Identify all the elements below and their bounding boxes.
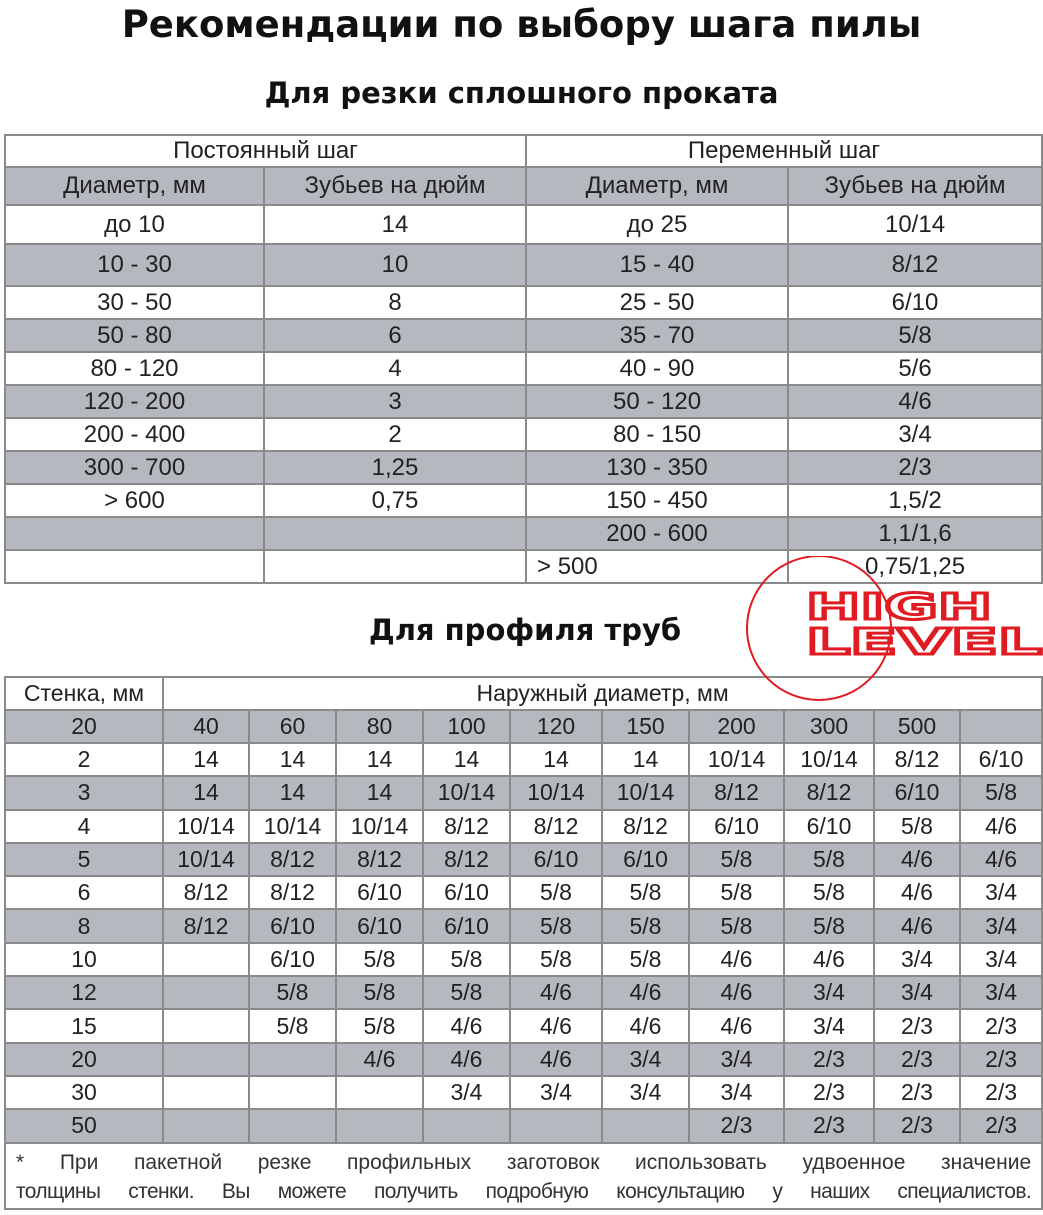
teeth-value-cell: 5/8 <box>689 909 784 942</box>
teeth-value-cell: 4/6 <box>689 976 784 1009</box>
var-teeth-cell: 10/14 <box>788 205 1042 244</box>
teeth-value-cell: 4/6 <box>874 843 960 876</box>
teeth-value-cell: 6/10 <box>602 843 689 876</box>
teeth-value-cell: 8/12 <box>249 843 336 876</box>
table-row <box>5 451 1042 484</box>
var-teeth-cell: 2/3 <box>788 451 1042 484</box>
teeth-value-cell: 5/8 <box>602 876 689 909</box>
teeth-value-cell: 14 <box>163 776 249 809</box>
col-outer-diameter: Наружный диаметр, мм <box>163 677 1042 710</box>
teeth-value-cell: 6/10 <box>874 776 960 809</box>
teeth-value-cell <box>249 1076 336 1109</box>
teeth-value-cell: 14 <box>336 776 423 809</box>
wall-value-cell: 8 <box>5 909 163 942</box>
table-row <box>5 743 1042 776</box>
teeth-value-cell: 3/4 <box>874 943 960 976</box>
teeth-value-cell: 5/8 <box>784 909 874 942</box>
solid-stock-table <box>4 134 1043 584</box>
teeth-value-cell: 10/14 <box>602 776 689 809</box>
teeth-value-cell: 6/10 <box>249 909 336 942</box>
teeth-value-cell: 4/6 <box>689 943 784 976</box>
col-diameter: Диаметр, мм <box>526 167 788 205</box>
high-level-logo <box>744 556 1043 706</box>
var-teeth-cell: 3/4 <box>788 418 1042 451</box>
teeth-value-cell: 6/10 <box>249 943 336 976</box>
note-row <box>5 1143 1042 1209</box>
teeth-value-cell <box>336 1076 423 1109</box>
const-teeth-cell <box>264 550 526 583</box>
teeth-value-cell: 4/6 <box>423 1043 510 1076</box>
teeth-value-cell: 4/6 <box>784 943 874 976</box>
col-wall-thickness: Стенка, мм <box>5 677 163 710</box>
wall-value-cell: 15 <box>5 1009 163 1042</box>
teeth-value-cell: 3/4 <box>784 1009 874 1042</box>
wall-value-cell: 4 <box>5 810 163 843</box>
table-row <box>5 976 1042 1009</box>
outer-diameter-cell: 60 <box>249 710 336 743</box>
teeth-value-cell: 14 <box>336 743 423 776</box>
table-row <box>5 484 1042 517</box>
wall-value-cell: 10 <box>5 943 163 976</box>
table-row <box>5 418 1042 451</box>
teeth-value-cell: 14 <box>163 743 249 776</box>
table-row <box>5 810 1042 843</box>
wall-value-cell: 5 <box>5 843 163 876</box>
teeth-value-cell <box>163 1109 249 1142</box>
tube-profile-table <box>4 676 1043 1210</box>
teeth-value-cell: 2/3 <box>960 1009 1042 1042</box>
table-row <box>5 1043 1042 1076</box>
teeth-value-cell: 10/14 <box>249 810 336 843</box>
teeth-value-cell: 4/6 <box>960 810 1042 843</box>
wall-value-cell: 6 <box>5 876 163 909</box>
teeth-value-cell: 6/10 <box>336 909 423 942</box>
table-row <box>5 385 1042 418</box>
teeth-value-cell: 3/4 <box>960 876 1042 909</box>
teeth-value-cell: 10/14 <box>163 810 249 843</box>
teeth-value-cell: 6/10 <box>784 810 874 843</box>
teeth-value-cell <box>510 1109 602 1142</box>
footnote-line-1: * При пакетной резке профильных заготовок использовать удвоенное значение <box>16 1150 1032 1174</box>
footnote-line-2: толщины стенки. Вы можете получить подробную консультацию у наших специалистов. <box>16 1179 1032 1203</box>
teeth-value-cell: 8/12 <box>249 876 336 909</box>
const-diameter-cell: 10 - 30 <box>5 244 264 286</box>
outer-diameter-cell: 80 <box>336 710 423 743</box>
teeth-value-cell: 3/4 <box>602 1043 689 1076</box>
var-diameter-cell: 200 - 600 <box>526 517 788 550</box>
teeth-value-cell <box>163 1009 249 1042</box>
teeth-value-cell: 4/6 <box>689 1009 784 1042</box>
teeth-value-cell: 2/3 <box>784 1109 874 1142</box>
group-header-row <box>5 135 1042 167</box>
teeth-value-cell: 5/8 <box>336 976 423 1009</box>
table-row <box>5 352 1042 385</box>
var-teeth-cell: 5/8 <box>788 319 1042 352</box>
var-teeth-cell: 1,5/2 <box>788 484 1042 517</box>
teeth-value-cell: 8/12 <box>423 843 510 876</box>
table-row <box>5 517 1042 550</box>
teeth-value-cell: 10/14 <box>784 743 874 776</box>
var-diameter-cell: 150 - 450 <box>526 484 788 517</box>
var-teeth-cell: 1,1/1,6 <box>788 517 1042 550</box>
wall-value-cell: 20 <box>5 1043 163 1076</box>
outer-diameter-cell <box>960 710 1042 743</box>
teeth-value-cell: 2/3 <box>874 1009 960 1042</box>
teeth-value-cell: 3/4 <box>960 976 1042 1009</box>
var-diameter-cell: до 25 <box>526 205 788 244</box>
teeth-value-cell: 4/6 <box>874 909 960 942</box>
teeth-value-cell <box>336 1109 423 1142</box>
wall-value-cell: 20 <box>5 710 163 743</box>
var-teeth-cell: 5/6 <box>788 352 1042 385</box>
teeth-value-cell: 6/10 <box>510 843 602 876</box>
teeth-value-cell: 10/14 <box>163 843 249 876</box>
teeth-value-cell: 6/10 <box>423 876 510 909</box>
var-diameter-cell: 25 - 50 <box>526 286 788 319</box>
teeth-value-cell: 10/14 <box>510 776 602 809</box>
page-title: Рекомендации по выбору шага пилы <box>121 3 922 46</box>
teeth-value-cell: 14 <box>249 743 336 776</box>
teeth-value-cell <box>163 943 249 976</box>
teeth-value-cell: 2/3 <box>874 1109 960 1142</box>
teeth-value-cell <box>163 1043 249 1076</box>
teeth-value-cell: 8/12 <box>163 876 249 909</box>
logo-text-high: HIGH <box>806 587 992 628</box>
teeth-value-cell: 5/8 <box>602 909 689 942</box>
column-header-row <box>5 167 1042 205</box>
teeth-value-cell: 6/10 <box>336 876 423 909</box>
outer-diameter-row <box>5 710 1042 743</box>
const-diameter-cell: 120 - 200 <box>5 385 264 418</box>
teeth-value-cell: 4/6 <box>423 1009 510 1042</box>
table-row <box>5 909 1042 942</box>
teeth-value-cell: 5/8 <box>423 943 510 976</box>
table-row <box>5 1076 1042 1109</box>
outer-diameter-cell: 120 <box>510 710 602 743</box>
teeth-value-cell: 2/3 <box>874 1076 960 1109</box>
teeth-value-cell <box>163 976 249 1009</box>
teeth-value-cell <box>249 1109 336 1142</box>
col-diameter: Диаметр, мм <box>5 167 264 205</box>
teeth-value-cell <box>602 1109 689 1142</box>
const-diameter-cell: 30 - 50 <box>5 286 264 319</box>
teeth-value-cell: 2/3 <box>960 1076 1042 1109</box>
group-variable-pitch: Переменный шаг <box>526 135 1042 167</box>
teeth-value-cell: 4/6 <box>602 976 689 1009</box>
table-row <box>5 876 1042 909</box>
teeth-value-cell: 2/3 <box>960 1109 1042 1142</box>
outer-diameter-cell: 200 <box>689 710 784 743</box>
var-teeth-cell: 6/10 <box>788 286 1042 319</box>
const-teeth-cell: 8 <box>264 286 526 319</box>
teeth-value-cell: 14 <box>602 743 689 776</box>
wall-value-cell: 2 <box>5 743 163 776</box>
const-teeth-cell: 10 <box>264 244 526 286</box>
teeth-value-cell: 3/4 <box>784 976 874 1009</box>
wall-value-cell: 3 <box>5 776 163 809</box>
const-diameter-cell: 200 - 400 <box>5 418 264 451</box>
teeth-value-cell: 5/8 <box>249 1009 336 1042</box>
teeth-value-cell: 5/8 <box>336 1009 423 1042</box>
teeth-value-cell: 8/12 <box>163 909 249 942</box>
teeth-value-cell: 5/8 <box>249 976 336 1009</box>
section-title-tubes: Для профиля труб <box>368 613 682 647</box>
teeth-value-cell: 3/4 <box>960 909 1042 942</box>
teeth-value-cell: 4/6 <box>602 1009 689 1042</box>
teeth-value-cell: 8/12 <box>510 810 602 843</box>
const-teeth-cell: 3 <box>264 385 526 418</box>
teeth-value-cell: 5/8 <box>689 843 784 876</box>
teeth-value-cell: 14 <box>423 743 510 776</box>
const-teeth-cell: 1,25 <box>264 451 526 484</box>
teeth-value-cell <box>423 1109 510 1142</box>
const-diameter-cell <box>5 550 264 583</box>
table-row <box>5 244 1042 286</box>
table-row <box>5 319 1042 352</box>
var-diameter-cell: 130 - 350 <box>526 451 788 484</box>
teeth-value-cell: 4/6 <box>960 843 1042 876</box>
const-diameter-cell <box>5 517 264 550</box>
table-row <box>5 776 1042 809</box>
teeth-value-cell <box>163 1076 249 1109</box>
teeth-value-cell: 8/12 <box>336 843 423 876</box>
teeth-value-cell: 8/12 <box>689 776 784 809</box>
teeth-value-cell: 6/10 <box>423 909 510 942</box>
table-row <box>5 1109 1042 1142</box>
teeth-value-cell: 3/4 <box>689 1043 784 1076</box>
teeth-value-cell: 5/8 <box>510 909 602 942</box>
teeth-value-cell: 3/4 <box>874 976 960 1009</box>
wall-value-cell: 50 <box>5 1109 163 1142</box>
teeth-value-cell: 2/3 <box>784 1076 874 1109</box>
const-teeth-cell: 6 <box>264 319 526 352</box>
outer-diameter-cell: 150 <box>602 710 689 743</box>
const-teeth-cell <box>264 517 526 550</box>
teeth-value-cell: 2/3 <box>960 1043 1042 1076</box>
teeth-value-cell: 5/8 <box>689 876 784 909</box>
wall-value-cell: 30 <box>5 1076 163 1109</box>
teeth-value-cell: 5/8 <box>336 943 423 976</box>
teeth-value-cell: 8/12 <box>602 810 689 843</box>
teeth-value-cell <box>249 1043 336 1076</box>
footnote <box>5 1143 1042 1209</box>
teeth-value-cell: 5/8 <box>423 976 510 1009</box>
teeth-value-cell: 4/6 <box>510 1043 602 1076</box>
teeth-value-cell: 8/12 <box>874 743 960 776</box>
teeth-value-cell: 3/4 <box>689 1076 784 1109</box>
teeth-value-cell: 3/4 <box>423 1076 510 1109</box>
teeth-value-cell: 10/14 <box>336 810 423 843</box>
var-diameter-cell: > 500 <box>526 550 788 583</box>
teeth-value-cell: 5/8 <box>960 776 1042 809</box>
const-teeth-cell: 2 <box>264 418 526 451</box>
const-diameter-cell: 50 - 80 <box>5 319 264 352</box>
table-row <box>5 1009 1042 1042</box>
teeth-value-cell: 10/14 <box>423 776 510 809</box>
outer-diameter-cell: 300 <box>784 710 874 743</box>
outer-diameter-cell: 100 <box>423 710 510 743</box>
var-diameter-cell: 50 - 120 <box>526 385 788 418</box>
teeth-value-cell: 4/6 <box>874 876 960 909</box>
col-teeth-per-inch: Зубьев на дюйм <box>788 167 1042 205</box>
const-teeth-cell: 4 <box>264 352 526 385</box>
table-row <box>5 286 1042 319</box>
var-teeth-cell: 8/12 <box>788 244 1042 286</box>
var-teeth-cell: 4/6 <box>788 385 1042 418</box>
outer-diameter-cell: 500 <box>874 710 960 743</box>
teeth-value-cell: 6/10 <box>960 743 1042 776</box>
teeth-value-cell: 2/3 <box>689 1109 784 1142</box>
logo-text-level: LEVEL <box>806 622 1042 663</box>
const-diameter-cell: 80 - 120 <box>5 352 264 385</box>
teeth-value-cell: 10/14 <box>689 743 784 776</box>
teeth-value-cell: 3/4 <box>602 1076 689 1109</box>
var-diameter-cell: 80 - 150 <box>526 418 788 451</box>
teeth-value-cell: 4/6 <box>510 976 602 1009</box>
var-diameter-cell: 35 - 70 <box>526 319 788 352</box>
var-diameter-cell: 15 - 40 <box>526 244 788 286</box>
teeth-value-cell: 8/12 <box>423 810 510 843</box>
const-diameter-cell: 300 - 700 <box>5 451 264 484</box>
teeth-value-cell: 5/8 <box>874 810 960 843</box>
section-title-solid: Для резки сплошного проката <box>264 76 779 110</box>
teeth-value-cell: 14 <box>249 776 336 809</box>
const-diameter-cell: до 10 <box>5 205 264 244</box>
const-teeth-cell: 14 <box>264 205 526 244</box>
table-row <box>5 843 1042 876</box>
teeth-value-cell: 8/12 <box>784 776 874 809</box>
teeth-value-cell: 4/6 <box>510 1009 602 1042</box>
teeth-value-cell: 4/6 <box>336 1043 423 1076</box>
teeth-value-cell: 3/4 <box>960 943 1042 976</box>
teeth-value-cell: 5/8 <box>784 843 874 876</box>
var-teeth-cell: 0,75/1,25 <box>788 550 1042 583</box>
outer-diameter-cell: 40 <box>163 710 249 743</box>
teeth-value-cell: 14 <box>510 743 602 776</box>
var-diameter-cell: 40 - 90 <box>526 352 788 385</box>
teeth-value-cell: 3/4 <box>510 1076 602 1109</box>
const-diameter-cell: > 600 <box>5 484 264 517</box>
teeth-value-cell: 5/8 <box>784 876 874 909</box>
teeth-value-cell: 5/8 <box>510 876 602 909</box>
table-row <box>5 205 1042 244</box>
col-teeth-per-inch: Зубьев на дюйм <box>264 167 526 205</box>
teeth-value-cell: 5/8 <box>510 943 602 976</box>
group-constant-pitch: Постоянный шаг <box>5 135 526 167</box>
wall-value-cell: 12 <box>5 976 163 1009</box>
teeth-value-cell: 2/3 <box>784 1043 874 1076</box>
table-row <box>5 943 1042 976</box>
teeth-value-cell: 6/10 <box>689 810 784 843</box>
const-teeth-cell: 0,75 <box>264 484 526 517</box>
teeth-value-cell: 2/3 <box>874 1043 960 1076</box>
teeth-value-cell: 5/8 <box>602 943 689 976</box>
